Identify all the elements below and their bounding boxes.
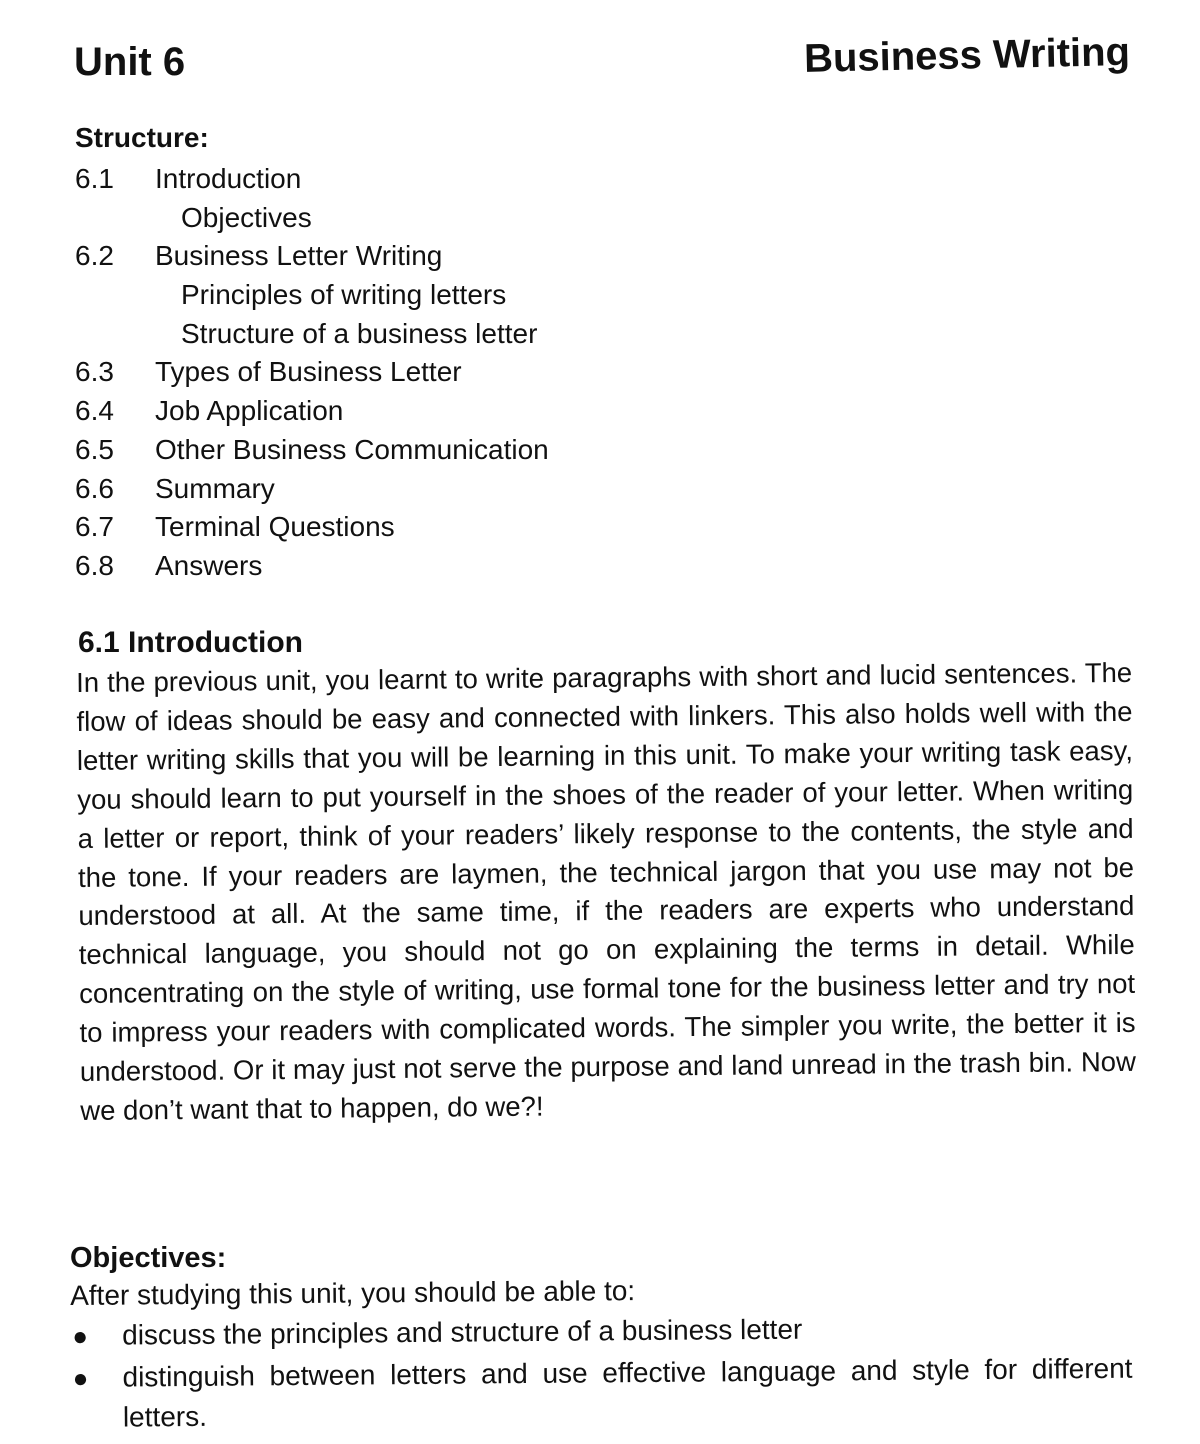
bullet-icon: ● — [72, 1362, 89, 1393]
toc-title: Introduction — [155, 163, 302, 194]
introduction-heading: 6.1 Introduction — [78, 626, 303, 659]
toc-title: Answers — [155, 549, 263, 581]
toc-subentry — [75, 315, 775, 354]
toc-title: Terminal Questions — [155, 511, 395, 543]
toc-number: 6.4 — [75, 395, 114, 427]
unit-label: Unit 6 — [74, 40, 186, 84]
toc-subentry — [75, 199, 775, 238]
structure-heading: Structure: — [75, 122, 209, 153]
bullet-icon: ● — [72, 1320, 89, 1351]
structure-list — [75, 160, 775, 586]
objective-text: distinguish between letters and use effective language and style for different letters. — [122, 1352, 1133, 1433]
toc-entry — [75, 392, 775, 431]
toc-title: Other Business Communication — [155, 433, 549, 465]
objective-text: discuss the principles and structure of a business letter — [122, 1313, 803, 1351]
toc-number: 6.3 — [75, 356, 114, 388]
toc-title: Summary — [155, 472, 275, 504]
objectives-list — [70, 1307, 1133, 1440]
objectives-intro: After studying this unit, you should be able to: — [70, 1275, 636, 1311]
toc-number: 6.5 — [75, 433, 114, 465]
toc-number: 6.2 — [75, 240, 114, 272]
toc-entry — [75, 431, 775, 470]
objective-item — [70, 1307, 1132, 1356]
toc-number: 6.7 — [75, 511, 114, 543]
toc-title: Types of Business Letter — [155, 356, 462, 388]
toc-entry — [75, 160, 775, 199]
toc-entry — [75, 237, 775, 276]
toc-entry — [75, 470, 775, 509]
toc-entry — [75, 353, 775, 392]
objectives-heading: Objectives: — [70, 1242, 227, 1274]
toc-entry — [75, 547, 775, 586]
toc-title: Business Letter Writing — [155, 240, 443, 272]
toc-number: 6.6 — [75, 472, 114, 504]
toc-number: 6.8 — [75, 549, 114, 581]
toc-subentry — [75, 276, 775, 315]
running-title: Business Writing — [803, 30, 1131, 81]
toc-entry — [75, 508, 775, 547]
toc-title: Objectives — [181, 201, 312, 233]
toc-number: 6.1 — [75, 163, 114, 194]
toc-title: Structure of a business letter — [181, 317, 538, 349]
objective-item — [70, 1349, 1133, 1438]
introduction-paragraph: In the previous unit, you learnt to write paragraphs with short and lucid sentences. The flow of ideas should be easy and connected with linkers. This also holds well with the letter writing skills that you will be learning in this unit. To make your writing task easy, you should learn to put yourself in the shoes of the reader of your letter. When writing a letter or report, think of your readers’ likely response to the contents, the style and the tone. If your readers are laymen, the technical jargon that you use may not be understood at all. At the same time, if the readers are experts who understand technical language, you should not go on explaining the terms in detail. While concentrating on the style of writing, use formal tone for the business letter and try not to impress your readers with complicated words. The simpler you write, the better it is understood. Or it may just not serve the purpose and land unread in the trash bin. Now we don’t want that to happen, do we?! — [76, 656, 1137, 1126]
toc-title: Principles of writing letters — [181, 279, 507, 311]
toc-title: Job Application — [155, 395, 344, 427]
